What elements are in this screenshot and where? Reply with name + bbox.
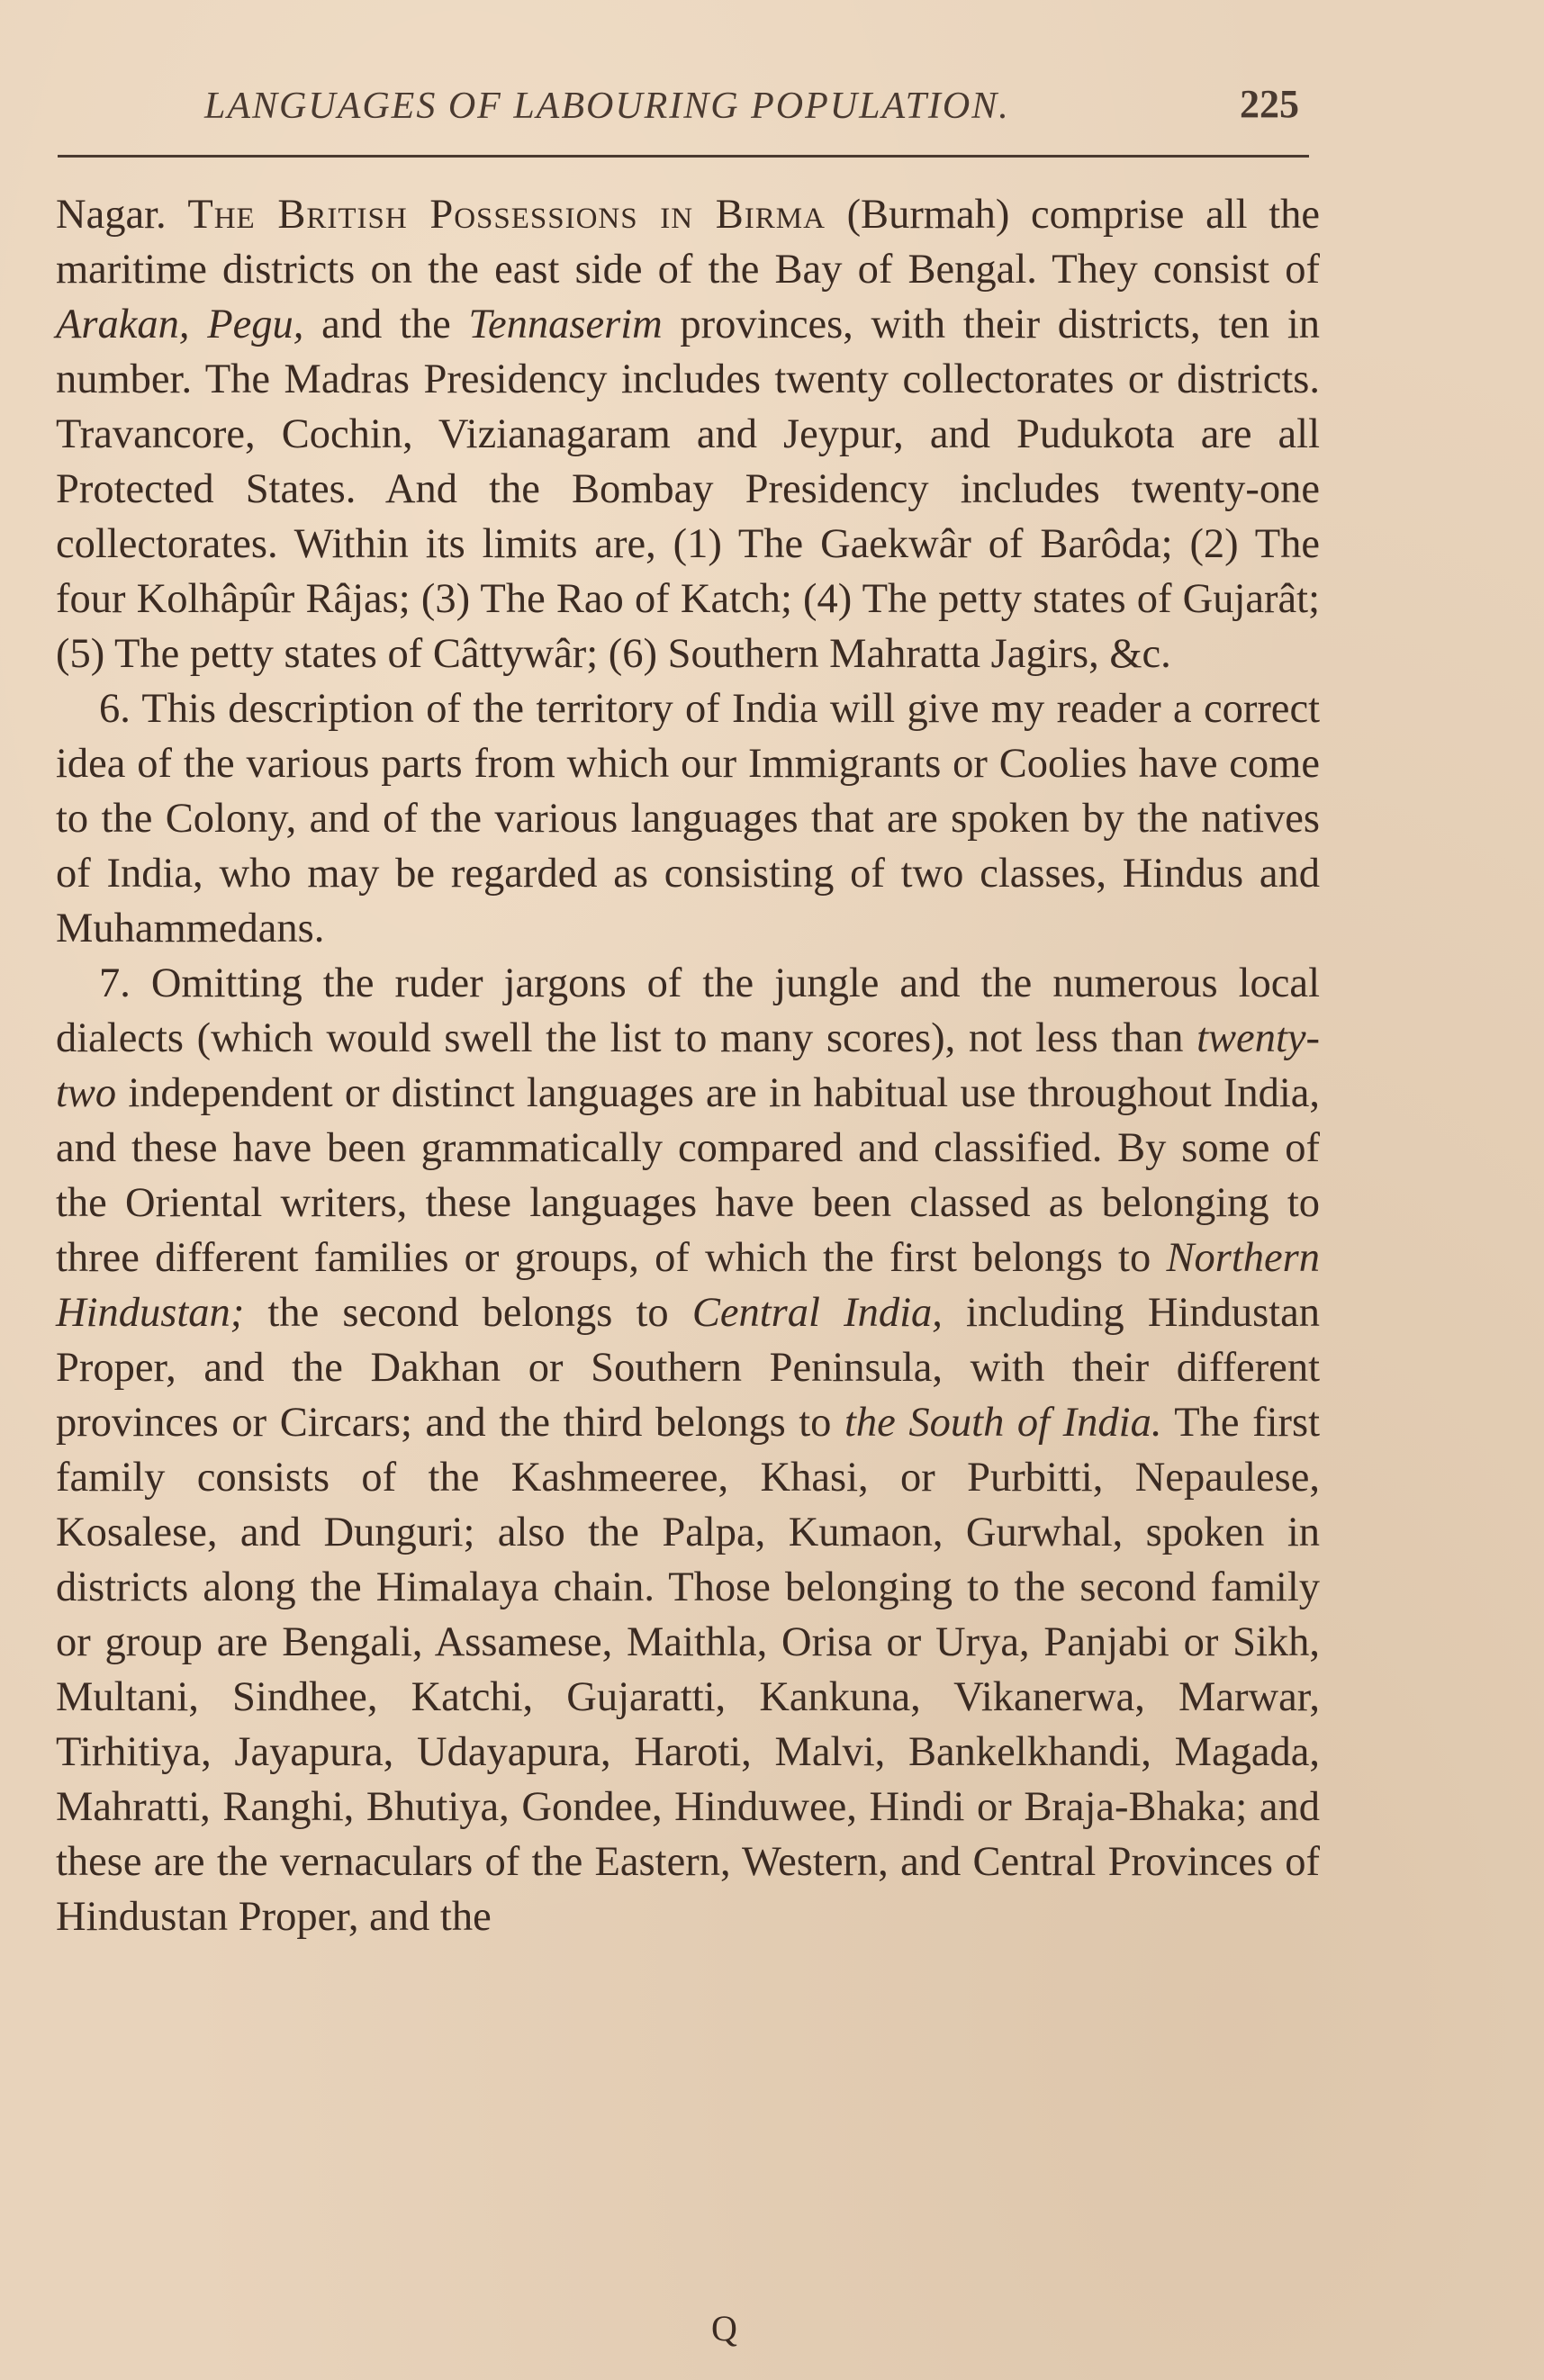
header-rule: [58, 155, 1309, 158]
p3-text-1: 7. Omitting the ruder jargons of the jungle and the numerous local dialects (which would swell the list to many scores), not less than: [56, 960, 1320, 1061]
paragraph-2: 6. This description of the territory of India will give my reader a correct idea of the various parts from which our Immigrants or Coolies have come to the Colony, and of the various languages that are spoken by the natives of India, who may be regarded as consisting of two classes, Hindus and Muhammedans.: [56, 686, 1320, 951]
signature-mark: Q: [711, 2308, 737, 2348]
paragraph-1: [56, 187, 1320, 681]
running-title: LANGUAGES OF LABOURING POPULATION.: [204, 86, 1010, 127]
p3-italic-central-india: Central India,: [691, 1290, 943, 1336]
p3-text-3: independent or distinct languages are in habitual use throughout India, and these have been grammatically compared and classified. By some of the Oriental writers, these languages have been classed as belonging to three different families or groups, of which the first belongs to: [56, 1070, 1320, 1281]
p3-text-7: including Hindustan Proper, and the Dakhan or Southern Peninsula, with their different provinces or Circars; and the third belongs to: [56, 1290, 1320, 1446]
p3-text-9: The first family consists of the Kashmeeree, Khasi, or Purbitti, Nepaulese, Kosalese, and Dunguri; also the Palpa, Kumaon, Gurwhal, spoken in districts along the Himalaya chain. Those belonging to the second family or group are Bengali, Assamese, Maithla, Orisa or Urya, Panjabi or Sikh, Multani, Sindhee, Katchi, Gujaratti, Kankuna, Vikanerwa, Marwar, Tirhitiya, Jayapura, Udayapura, Haroti, Malvi, Bankelkhandi, Magada, Mahratti, Ranghi, Bhutiya, Gondee, Hinduwee, Hindi or Braja-Bhaka; and these are the vernaculars of the Eastern, Western, and Central Provinces of Hindustan Proper, and the: [56, 1400, 1321, 1940]
page-header: [56, 70, 1316, 151]
p1-text-3: (Burmah) comprise all the maritime districts on the east side of the Bay of Bengal. They consist of: [56, 192, 1321, 293]
book-page: [56, 70, 1321, 1940]
page-number: 225: [1240, 82, 1299, 126]
p1-text-1: Nagar.: [56, 192, 188, 238]
p3-italic-south-of-india: the South of India.: [844, 1400, 1162, 1446]
paragraph-3: [56, 956, 1320, 1944]
p3-text-5: the second belongs to: [244, 1290, 692, 1336]
p1-italic-tennaserim: Tennaserim: [468, 302, 663, 347]
section-heading-british-possessions: The British Possessions in Birma: [187, 192, 826, 238]
p1-text-7: provinces, with their districts, ten in number. The Madras Presidency includes twenty collectorates or districts. Travancore, Cochin, Vizianagaram and Jeypur, and Pudukota are all Protected States. And the Bombay Presidency includes twenty-one collectorates. Within its limits are, (1) The Gaekwâr of Barôda; (2) The four Kolhâpûr Râjas; (3) The Rao of Katch; (4) The petty states of Gujarât; (5) The petty states of Câttywâr; (6) Southern Mahratta Jagirs, &c.: [56, 302, 1320, 677]
p1-text-5: and the: [303, 302, 469, 347]
body-text: [56, 187, 1320, 1944]
p3-italic-northern-hindustan: Northern Hindustan;: [56, 1235, 1320, 1336]
p1-italic-arakan-pegu: Arakan, Pegu,: [56, 302, 304, 347]
p3-italic-twenty-two: twenty-two: [56, 1015, 1320, 1116]
